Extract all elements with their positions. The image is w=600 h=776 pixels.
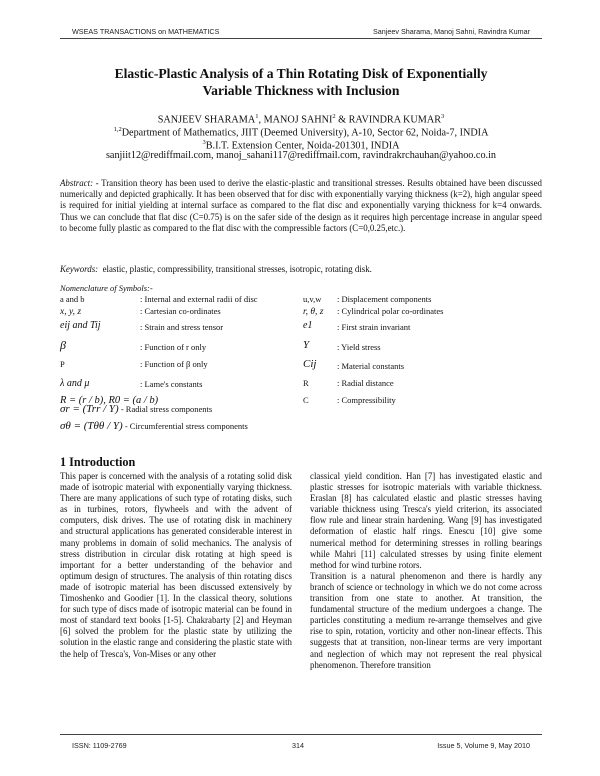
- nom-desc: : Radial distance: [337, 378, 394, 388]
- nom-desc: : Yield stress: [337, 342, 381, 352]
- author-emails: sanjiit12@rediffmail.com, manoj_sahani117@rediffmail.com, ravindrakrchauhan@yahoo.co.in: [105, 150, 497, 161]
- nom-row: [60, 340, 305, 359]
- nom-symbol: a and b: [60, 294, 85, 304]
- sigma-r-desc: - Radial stress components: [118, 404, 213, 414]
- nom-desc: : Function of r only: [140, 342, 207, 352]
- body-column-right: [310, 471, 542, 671]
- author-3: RAVINDRA KUMAR: [348, 114, 441, 126]
- keywords-text: elastic, plastic, compressibility, transitional stresses, isotropic, rotating disk.: [102, 264, 372, 274]
- nomenclature-title: [60, 283, 153, 294]
- sigma-theta-desc: - Circumferential stress components: [122, 421, 248, 431]
- nom-desc: : Internal and external radii of disc: [140, 294, 258, 304]
- nom-row: [60, 294, 305, 306]
- nom-row: [60, 306, 305, 320]
- author-1: SANJEEV SHARAMA: [157, 114, 256, 126]
- paragraph: Transition is a natural phenomenon and there is hardly any branch of science or technology in which we do not come across transition from one state to another. At transition, the fundamental structure of the medium undergoes a change. The particles constituting a medium re-arrange themselves and give rise to spin, rotation, vorticity and other non-linear effects. This suggests that at transition, non-linear terms are very important and neglection of which may not represent the real physical phenomenon. Therefore transition: [310, 570, 542, 670]
- footer-issue: Issue 5, Volume 9, May 2010: [437, 741, 530, 750]
- nom-desc: : Function of β only: [140, 359, 208, 369]
- nom-symbol: β: [60, 338, 66, 352]
- nom-row: [60, 359, 305, 378]
- title-line-1: Elastic-Plastic Analysis of a Thin Rotating Disk of Exponentially: [114, 66, 488, 81]
- footer-page-number: 314: [292, 741, 304, 750]
- paper-title: [60, 65, 542, 99]
- paragraph: This paper is concerned with the analysis of a rotating solid disk made of isotropic material with exponentially varying thickness. There are many applications of such type of rotating disks, such as in turbines, rotors, flywheels and with the advent of computers, disk drives. The use of rotating disk in machinery and structural applications has generated considerable interest in many problems in domain of solid mechanics. The analysis of stress distribution in circular disk rotating at high speed is important for a better understanding of the behavior and optimum design of structures. The analysis of thin rotating discs made of isotropic material has been discussed extensively by Timoshenko and Goodier [1]. In the classical theory, solutions for such type of discs made of isotropic material can be found in most of standard text books [1-5]. Chakrabarty [2] and Heyman [6] solved the problem for the plastic state by utilizing the solution in the elastic range and considering the plastic state with the help of Tresca's, Von-Mises or any other: [60, 471, 292, 659]
- nom-symbol: λ and μ: [60, 378, 90, 389]
- paragraph: classical yield condition. Han [7] has investigated elastic and plastic stresses for isotropic materials with variable thickness. Eraslan [8] has calculated elastic and plastic stresses having variable thickness using Tresca's yield criterion, its associated flow rule and linear strain hardening. Wang [9] has investigated deformation of elastic half rings. Enescu [10] give some numerical method for determining stresses in rolling bearings while Mahri [11] calculated stresses by using finite element method for wind turbine rotors.: [310, 471, 542, 570]
- abstract-label: Abstract:: [60, 178, 94, 188]
- nom-row: [303, 359, 543, 378]
- keywords-label: Keywords:: [60, 264, 99, 274]
- nom-symbol: Cij: [303, 358, 317, 370]
- affiliation-2-text: B.I.T. Extension Center, Noida-201301, INDIA: [205, 140, 400, 152]
- nom-symbol: P: [60, 359, 65, 369]
- nom-symbol: eij and Tij: [60, 320, 101, 331]
- nom-row: [60, 378, 305, 395]
- nom-symbol: x, y, z: [60, 307, 82, 317]
- author-3-sup: 3: [441, 113, 445, 120]
- nom-row: [303, 320, 543, 340]
- footer-issn: ISSN: 1109-2769: [72, 741, 127, 750]
- running-header-journal: WSEAS TRANSACTIONS on MATHEMATICS: [72, 27, 220, 36]
- author-1-sup: 1: [255, 113, 259, 120]
- nomenclature-right: [303, 294, 543, 412]
- nom-symbol: u,v,w: [303, 294, 322, 304]
- nomenclature-left: [60, 294, 305, 412]
- nom-symbol: R: [303, 378, 309, 388]
- sigma-r-definition: [60, 404, 212, 415]
- affiliation-1-text: Department of Mathematics, JIIT (Deemed University), A-10, Sector 62, Noida-7, INDIA: [121, 127, 489, 139]
- nom-desc: : Displacement components: [337, 294, 432, 304]
- sigma-theta-definition: [60, 421, 248, 432]
- nom-row: [303, 395, 543, 412]
- running-header-authors: Sanjeev Sharama, Manoj Sahni, Ravindra Kumar: [372, 27, 530, 36]
- nom-desc: : Cartesian co-ordinates: [140, 306, 221, 316]
- nomenclature-title-text: Nomenclature of Symbols:-: [60, 283, 153, 293]
- nom-row: [303, 306, 543, 320]
- keywords: [60, 264, 542, 274]
- nom-row: [60, 320, 305, 340]
- footer-rule: [60, 734, 542, 735]
- author-sep-1: ,: [258, 114, 264, 126]
- author-sep-2: &: [335, 114, 349, 126]
- abstract: [60, 178, 542, 234]
- nom-row: [303, 378, 543, 395]
- sigma-r-equation: σr = (Trr / Y): [60, 403, 119, 415]
- nom-desc: : Lame's constants: [140, 379, 203, 389]
- nom-desc: : Compressibility: [337, 395, 396, 405]
- author-2: MANOJ SAHNI: [263, 114, 333, 126]
- nom-desc: : Material constants: [337, 361, 405, 371]
- nom-desc: : Cylindrical polar co-ordinates: [337, 306, 444, 316]
- nom-symbol: R = (r / b), R0 = (a / b): [60, 395, 159, 406]
- nom-symbol: r, θ, z: [303, 307, 324, 317]
- body-column-left: [60, 471, 292, 660]
- nom-desc: : First strain invariant: [337, 322, 411, 332]
- affiliation-2-sup: 3: [202, 139, 206, 146]
- abstract-text: - Transition theory has been used to derive the elastic-plastic and transitional stresses. Results obtained have been discussed numerically and depicted graphically. It has been observed that for disc with exponentially varying thickness (k=2), high angular speed is required for initial yielding at internal surface as compared to the flat disc and exponentially varying thickness for k=4 onwards. Thus we can conclude that flat disc (C=0.75) is on the safer side of the design as it requires high percentage increase in angular speed to become fully plastic as compared to the flat disc with the compressible factors (C=0,0.25,etc.).: [60, 178, 542, 233]
- nom-symbol: C: [303, 395, 309, 405]
- nom-row: [303, 340, 543, 359]
- author-2-sup: 2: [332, 113, 336, 120]
- nom-row: [303, 294, 543, 306]
- nom-symbol: e1: [303, 320, 313, 331]
- nom-desc: : Strain and stress tensor: [140, 322, 224, 332]
- title-line-2: Variable Thickness with Inclusion: [202, 83, 400, 98]
- affiliation-1-sup: 1,2: [113, 126, 122, 133]
- sigma-theta-equation: σθ = (Tθθ / Y): [60, 420, 123, 432]
- header-rule: [60, 38, 542, 39]
- nom-symbol: Y: [303, 339, 310, 351]
- section-heading: 1 Introduction: [60, 455, 136, 469]
